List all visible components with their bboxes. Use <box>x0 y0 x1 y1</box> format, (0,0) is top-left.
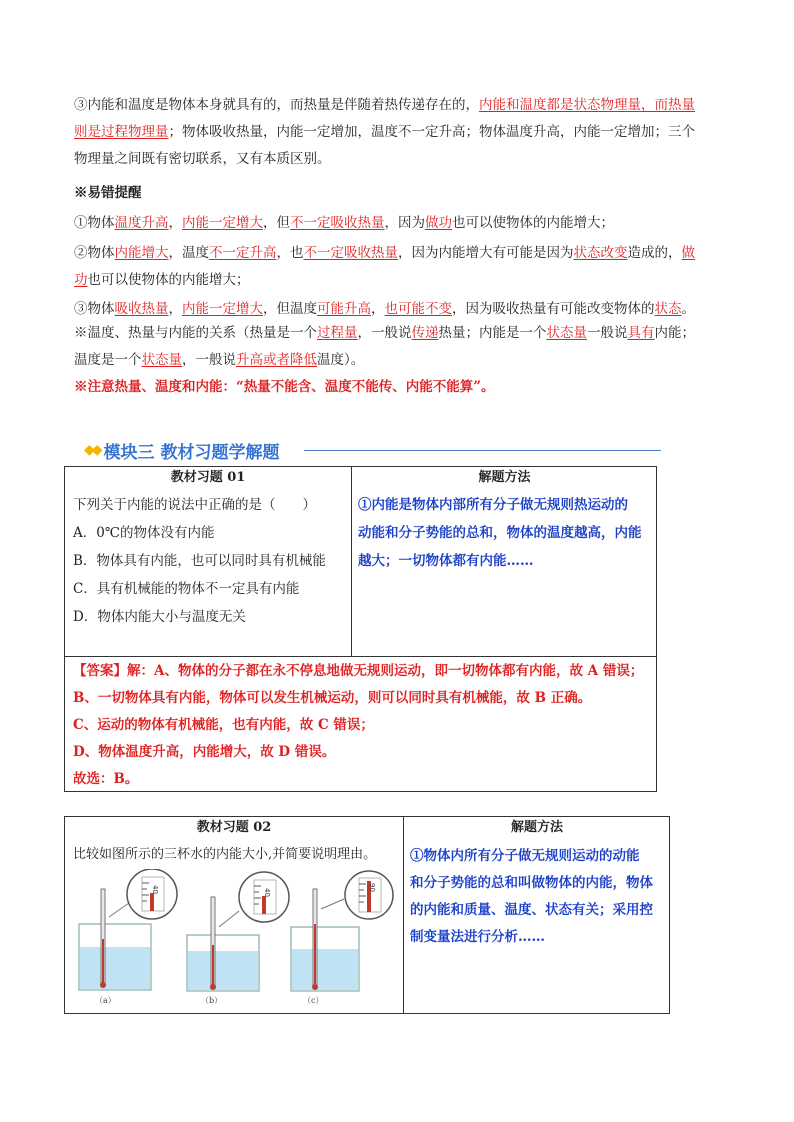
t: ，一般说 <box>357 325 412 341</box>
u: 做功 <box>425 215 452 231</box>
u: 状态 <box>654 301 682 317</box>
intro-underlined: 则是过程物理量 <box>74 124 169 140</box>
fig-label-a: （a） <box>95 996 116 1005</box>
fig-label-b: （b） <box>201 996 223 1005</box>
u: 状态量 <box>141 352 182 368</box>
u: 状态改变 <box>573 245 628 261</box>
option-c: C．具有机械能的物体不一定具有内能 <box>73 581 300 597</box>
thermometer-figure <box>69 869 399 1009</box>
beaker-b <box>187 872 289 991</box>
diamond-icon: ◆◆ <box>84 442 100 458</box>
u: 做 <box>681 245 695 261</box>
method-line: ①物体内所有分子做无规则运动的动能 <box>410 848 640 864</box>
tips-heading: ※易错提醒 <box>74 185 142 201</box>
row-divider <box>65 656 656 657</box>
t: ，一般说 <box>182 352 236 368</box>
u: 也可能不变 <box>384 301 452 317</box>
t: ②物体 <box>74 245 115 261</box>
t: ，因为 <box>384 215 425 231</box>
t: ，温度 <box>168 245 209 261</box>
u: 不一定吸收热量 <box>290 215 385 231</box>
gauge-label-c: 90 <box>368 883 376 892</box>
tip-line-2 <box>74 240 724 294</box>
u: 功 <box>74 272 88 288</box>
t: 温度）。 <box>317 352 365 368</box>
fig-label-c: （c） <box>303 996 324 1005</box>
column-divider <box>403 817 404 1013</box>
intro-text: ③内能和温度是物体本身就具有的，而热量是伴随着热传递存在的， <box>74 97 479 113</box>
tip-line-1 <box>74 210 724 237</box>
tip-line-4 <box>74 320 724 374</box>
answer-line: D、物体温度升高，内能增大，故 D 错误。 <box>73 744 336 760</box>
u: 内能增大 <box>114 245 169 261</box>
t: ，也 <box>276 245 304 261</box>
intro-text: 物理量之间既有密切联系，又有本质区别。 <box>74 151 331 167</box>
module-title: 模块三 教材习题学解题 <box>103 442 280 463</box>
exercise-02-stem: 比较如图所示的三杯水的内能大小,并简要说明理由。 <box>73 847 377 862</box>
method-line: ①内能是物体内部所有分子做无规则热运动的 <box>358 497 628 513</box>
exercise-01-box <box>64 466 657 792</box>
gauge-label-a: 40 <box>151 885 159 894</box>
t: ， <box>168 301 182 317</box>
exercise-01-answer <box>73 658 653 793</box>
answer-line: B、一切物体具有内能，物体可以发生机械运动，则可以同时具有机械能，故 B 正确。 <box>73 690 592 706</box>
exercise-01-method <box>358 491 653 575</box>
question-stem: 下列关于内能的说法中正确的是（ ） <box>73 497 316 513</box>
beaker-c <box>291 871 393 991</box>
method-line: 的内能和质量、温度、状态有关；采用控 <box>410 902 653 918</box>
t: 温度是一个 <box>74 352 142 368</box>
u: 状态量 <box>546 325 587 341</box>
t: ，因为内能增大有可能是因为 <box>398 245 574 261</box>
exercise-01-question <box>73 491 348 631</box>
u: 传递 <box>411 325 439 341</box>
intro-text: ；物体吸收热量，内能一定增加，温度不一定升高；物体温度升高，内能一定增加；三个 <box>168 124 695 140</box>
t: ③物体 <box>74 301 115 317</box>
u: 温度升高 <box>114 215 169 231</box>
option-a: A．0℃的物体没有内能 <box>73 525 215 541</box>
answer-line: 故选：B。 <box>73 771 139 787</box>
t: ，因为吸收热量有可能改变物体的 <box>452 301 655 317</box>
method-title: 解题方法 <box>478 470 531 485</box>
t: ，但温度 <box>263 301 317 317</box>
u: 过程量 <box>317 325 358 341</box>
t: ， <box>168 215 182 231</box>
t: 热量；内能是一个 <box>438 325 547 341</box>
t: 。 <box>681 301 695 317</box>
u: 不一定升高 <box>209 245 277 261</box>
t: ，但 <box>263 215 290 231</box>
tip-line-3 <box>74 296 724 323</box>
t: ①物体 <box>74 215 115 231</box>
t: 一般说 <box>587 325 628 341</box>
u: 内能一定增大 <box>182 301 263 317</box>
gauge-label-b: 40 <box>263 888 271 897</box>
exercise-02-box <box>64 816 670 1014</box>
exercise-02-title: 教材习题 02 <box>196 820 272 835</box>
intro-underlined: 内能和温度都是状态物理量，而热量 <box>479 97 695 113</box>
t: ※温度、热量与内能的关系（热量是一个 <box>74 325 317 341</box>
intro-paragraph <box>74 92 724 173</box>
answer-line: 【答案】解：A、物体的分子都在永不停息地做无规则运动，即一切物体都有内能，故 A 错误； <box>73 663 644 679</box>
u: 内能一定增大 <box>182 215 263 231</box>
method-title: 解题方法 <box>510 820 563 835</box>
exercise-01-title: 教材习题 01 <box>170 470 246 485</box>
column-divider <box>351 467 352 656</box>
tips-note: ※注意热量、温度和内能：“热量不能含、温度不能传、内能不能算”。 <box>74 379 495 395</box>
u: 不一定吸收热量 <box>303 245 398 261</box>
beaker-a <box>79 869 177 990</box>
u: 升高或者降低 <box>236 352 317 368</box>
t: 也可以使物体的内能增大； <box>87 272 250 288</box>
option-b: B．物体具有内能，也可以同时具有机械能 <box>73 553 326 569</box>
answer-line: C、运动的物体有机械能，也有内能，故 C 错误； <box>73 717 374 733</box>
u: 可能升高 <box>317 301 371 317</box>
method-line: 动能和分子势能的总和，物体的温度越高，内能 <box>358 525 642 541</box>
u: 具有 <box>627 325 655 341</box>
method-line: 制变量法进行分析…… <box>410 929 545 945</box>
t: 内能； <box>654 325 695 341</box>
heading-rule <box>304 450 661 451</box>
t: ， <box>371 301 385 317</box>
u: 吸收热量 <box>114 301 169 317</box>
t: 也可以使物体的内能增大； <box>452 215 614 231</box>
exercise-02-method <box>410 843 668 951</box>
method-line: 越大；一切物体都有内能…… <box>358 553 534 569</box>
module-heading <box>84 437 279 463</box>
method-line: 和分子势能的总和叫做物体的内能，物体 <box>410 875 653 891</box>
option-d: D．物体内能大小与温度无关 <box>73 609 246 625</box>
t: 造成的， <box>627 245 682 261</box>
